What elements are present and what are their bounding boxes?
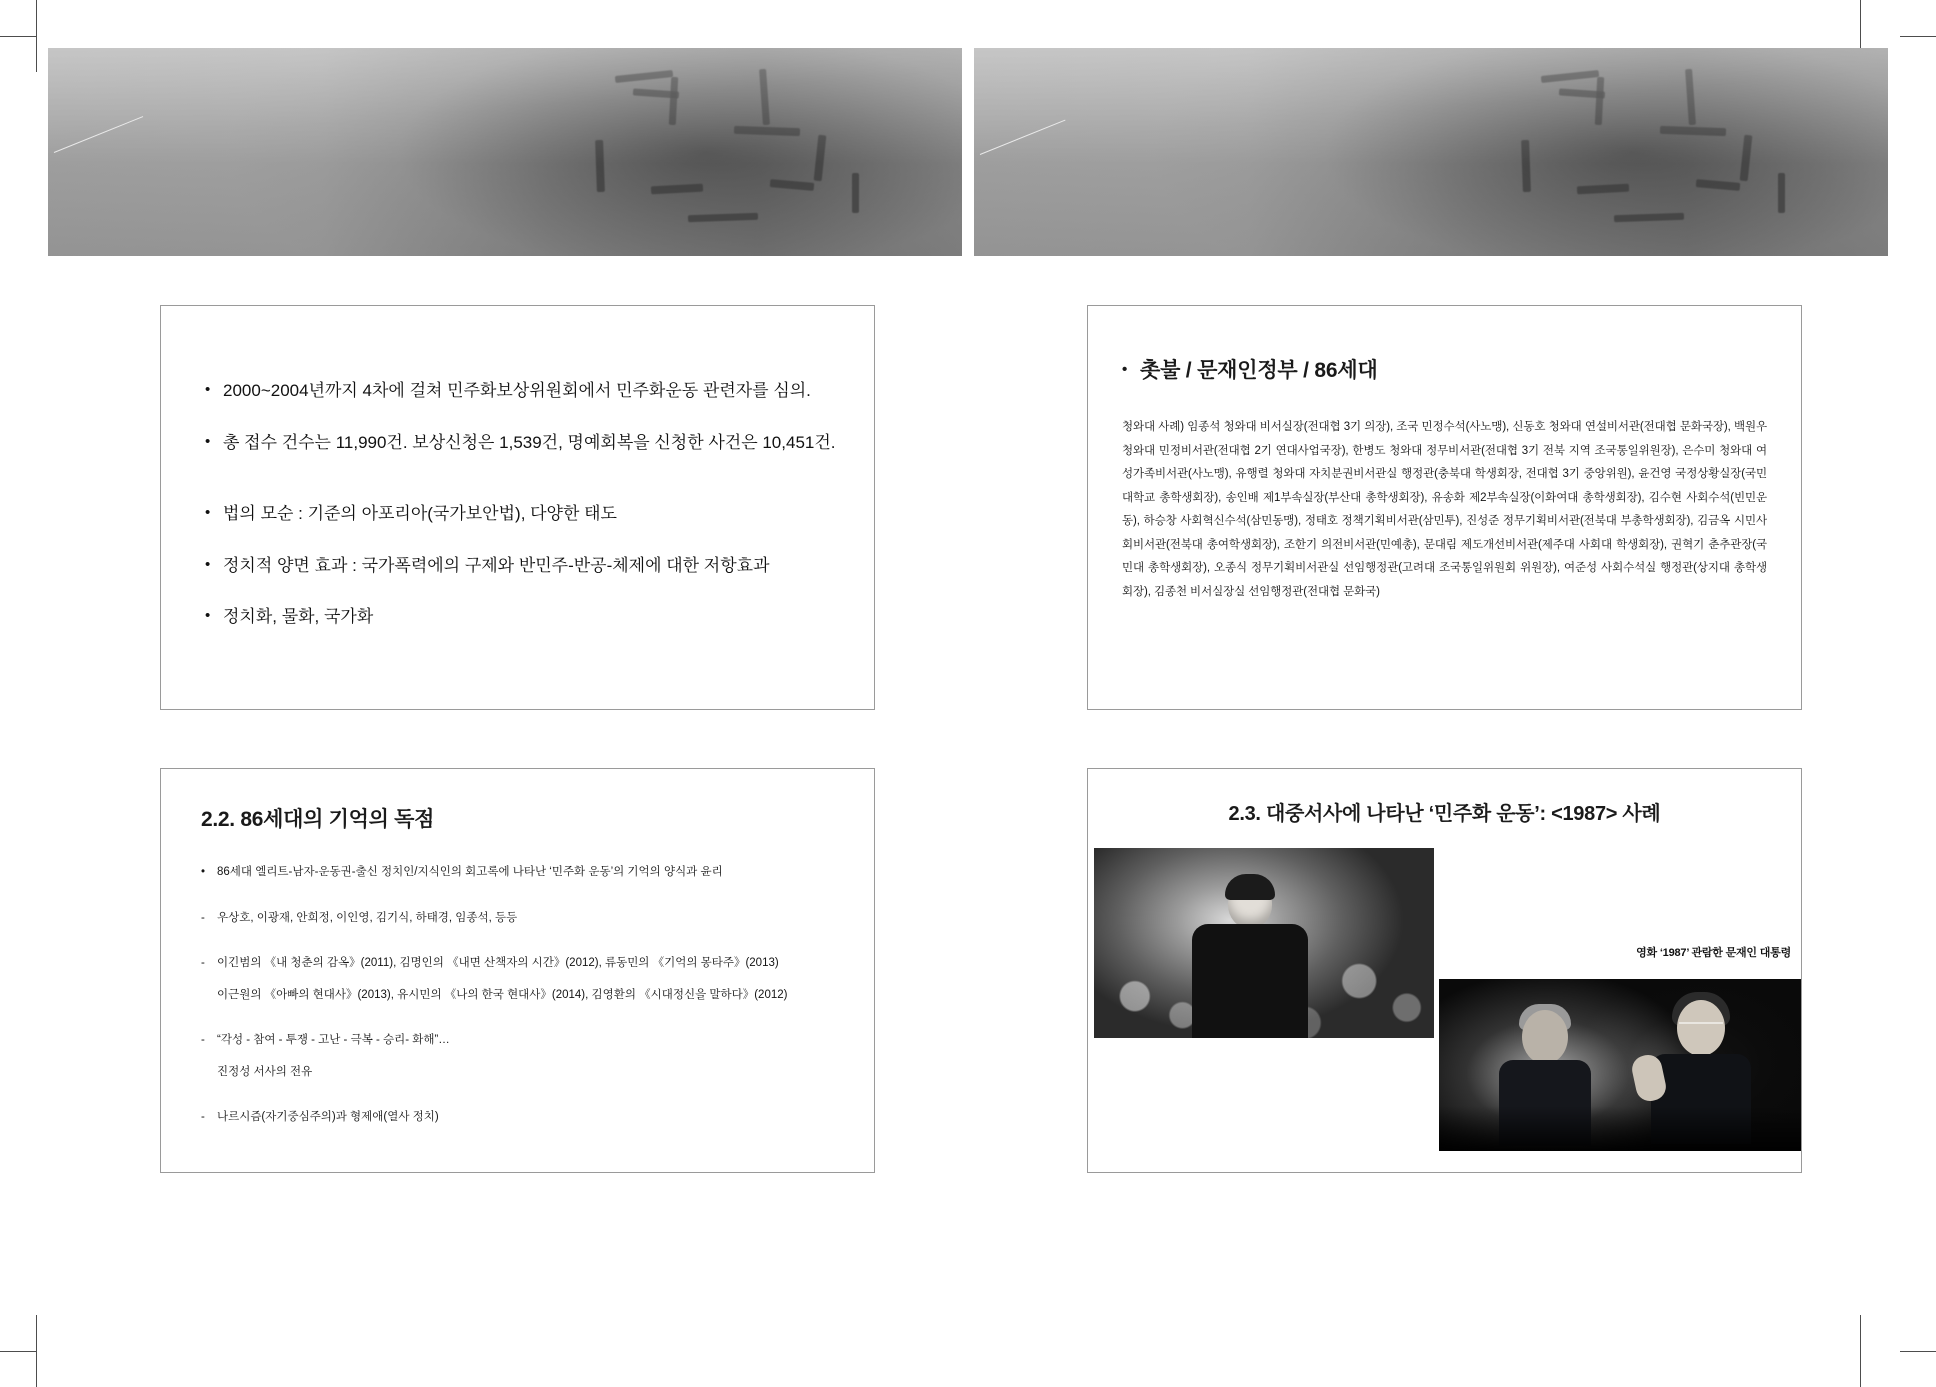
slide-memory-monopoly <box>160 768 875 1173</box>
dash-icon: - <box>201 957 205 970</box>
slide-c-title: 2.2. 86세대의 기억의 독점 <box>201 808 435 831</box>
list-item <box>195 863 844 883</box>
cinema-photo <box>1436 976 1801 1151</box>
bullet-text: 2000~2004년까지 4차에 걸쳐 민주화보상위원회에서 민주화운동 관련자를 심의. <box>223 381 811 400</box>
handwriting-strokes-right <box>974 48 1888 256</box>
bullet-text: 정치화, 물화, 국가화 <box>223 607 374 626</box>
bullet-dot-icon: • <box>205 432 211 450</box>
crop-mark-bottom-h <box>0 1351 1936 1353</box>
bullet-dot-icon: • <box>201 866 206 878</box>
dash-icon: - <box>201 1111 205 1124</box>
protest-photo <box>1094 848 1434 1038</box>
slide-statistics <box>160 305 875 710</box>
list-item-text: 이긴범의 《내 청춘의 감옥》(2011), 김명인의 《내면 산책자의 시간》(2012), 류동민의 《기억의 몽타주》(2013) <box>217 957 779 970</box>
dash-icon: - <box>201 1034 205 1047</box>
slide-b-title: 촛불 / 문재인정부 / 86세대 <box>1140 359 1378 382</box>
bullet-item <box>205 553 840 579</box>
list-item-subtext: 진정성 서사의 전유 <box>217 1065 313 1078</box>
list-item-subtext: 이근원의 《아빠의 현대사》(2013), 유시민의 《나의 한국 현대사》(2014), 김영환의 《시대정신을 말하다》(2012) <box>217 988 788 1001</box>
bullet-text: 총 접수 건수는 11,990건. 보상신청은 1,539건, 명예회복을 신청한 사건은 10,451건. <box>223 432 836 452</box>
bullet-dot-icon: • <box>205 381 211 398</box>
cinema-seat-shadow <box>1439 1106 1801 1151</box>
glasses-icon <box>1679 1022 1723 1034</box>
list-item <box>195 909 844 929</box>
banner-strip <box>48 48 1888 256</box>
crop-mark-top-left-h <box>0 36 1936 38</box>
list-item-text: “각성 - 참여 - 투쟁 - 고난 - 극복 - 승리- 화해”… <box>217 1034 450 1047</box>
list-item <box>195 1031 844 1082</box>
person-head <box>1522 1010 1568 1064</box>
photo-caption: 영화 ‘1987’ 관람한 문재인 대통령 <box>1636 947 1791 959</box>
banner-image-left <box>48 48 962 256</box>
list-item <box>195 954 844 1005</box>
list-item-text: 우상호, 이광재, 안희정, 이인영, 김기식, 하태경, 임종석, 등등 <box>217 911 518 924</box>
bullet-dot-icon: • <box>1122 360 1128 378</box>
slide-1987-case <box>1087 768 1802 1173</box>
bullet-item <box>205 501 840 527</box>
slide-b-body-text: 청와대 사례) 임종석 청와대 비서실장(전대협 3기 의장), 조국 민정수석(사노맹), 신동호 청와대 연설비서관(전대협 문화국장), 백원우 청와대 민정비서관(전대협 2기 연대사업국장), 한병도 청와대 정무비서관(전대협 3기 전북 지역 조국통일위원장), 은수미 청와대 여성가족비서관(사노맹), 유행렬 청와대 자치분권비서관실 행정관(충북대 학생회장, 전대협 3기 중앙위원), 윤건영 국정상황실장(국민대학교 총학생회장), 송인배 제1부속실장(부산대 총학생회장), 유송화 제2부속실장(이화여대 총학생회장), 김수현 사회수석(빈민운동), 하승창 사회혁신수석(삼민동맹), 정태호 정책기획비서관(삼민투), 진성준 정무기획비서관(전북대 부총학생회장), 김금옥 시민사회비서관(전북대 총여학생회장), 조한기 의전비서관(민예총), 문대림 제도개선비서관(제주대 사회대 학생회장), 권혁기 춘추관장(국민대 총학생회장), 오종식 정무기획비서관실 선임행정관(고려대 조국통일위원회 위원장), 여준성 사회수석실 행정관(상지대 총학생회장), 김종천 비서실장실 선임행정관(전대협 문화국) <box>1122 421 1767 598</box>
dash-icon: - <box>201 911 205 924</box>
list-item-text: 나르시즘(자기중심주의)과 형제애(열사 정치) <box>217 1111 439 1124</box>
banner-image-right <box>974 48 1888 256</box>
bullet-dot-icon: • <box>205 607 211 624</box>
bullet-item <box>205 604 840 630</box>
slide-a-bullet-list <box>205 378 840 630</box>
bullet-text: 법의 모순 : 기준의 아포리아(국가보안법), 다양한 태도 <box>223 504 617 523</box>
figure-hair <box>1225 874 1275 900</box>
list-item-text: 86세대 엘리트-남자-운동권-출신 정치인/지식인의 회고록에 나타난 ‘민주화 운동’의 기억의 양식과 윤리 <box>217 866 723 878</box>
bullet-item <box>205 430 840 456</box>
handwriting-strokes-left <box>48 48 962 256</box>
slide-d-title: 2.3. 대중서사에 나타난 ‘민주화 운동’: <1987> 사례 <box>1228 803 1661 825</box>
figure-body <box>1192 924 1308 1038</box>
bullet-dot-icon: • <box>205 504 211 521</box>
slide-candlelight-moon-86generation <box>1087 305 1802 710</box>
bullet-text: 정치적 양면 효과 : 국가폭력에의 구제와 반민주-반공-체제에 대한 저항효과 <box>223 555 770 575</box>
slide-d-media-area <box>1088 848 1801 1128</box>
list-item <box>195 1108 844 1128</box>
protest-photo-figure <box>1190 878 1310 1038</box>
slide-b-title-row <box>1122 354 1767 384</box>
bullet-dot-icon: • <box>205 555 211 573</box>
bullet-item <box>205 378 840 404</box>
